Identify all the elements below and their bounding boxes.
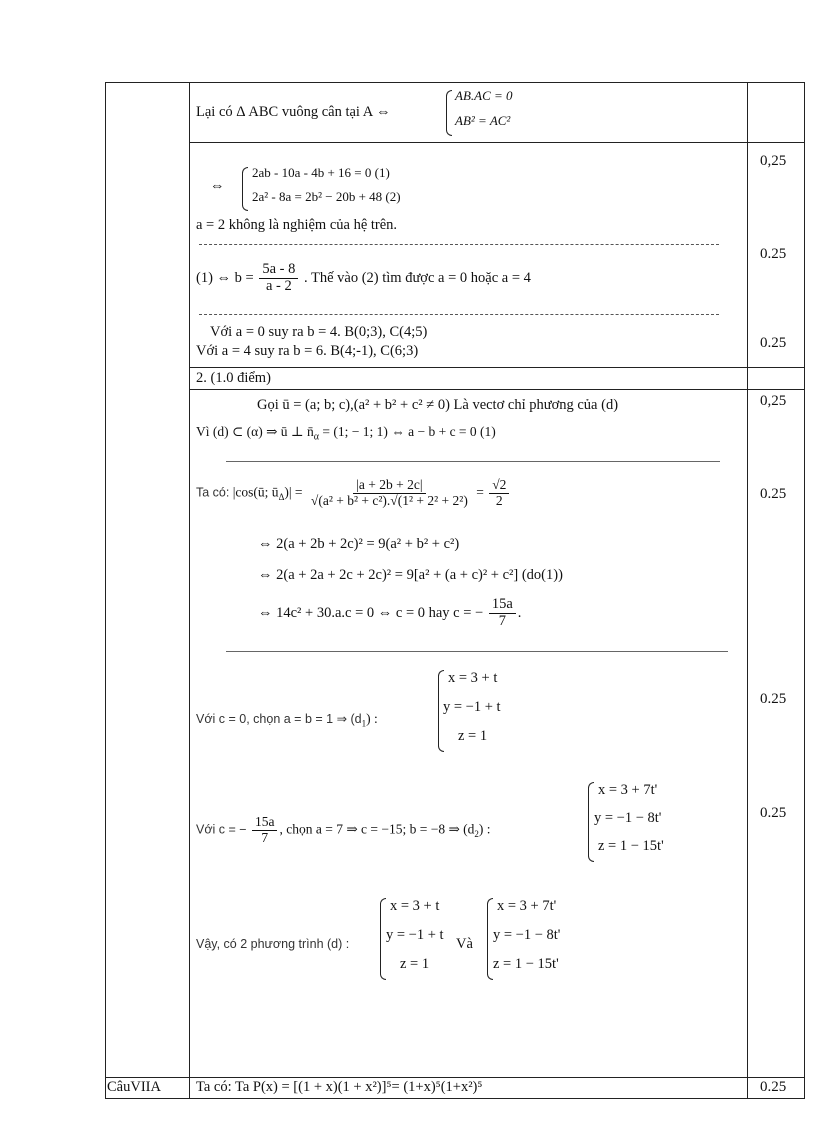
d1-y: y = −1 + t xyxy=(443,699,501,715)
part2-line-1: Gọi ū = (a; b; c),(a² + b² + c² ≠ 0) Là vectơ chỉ phương của (d) xyxy=(257,397,619,413)
line2-prefix: Vì (d) ⊂ (α) ⇒ ū ⊥ n̄ xyxy=(196,424,314,439)
equation-2: ⇔ 2(a + 2b + 2c)² = 9(a² + b² + c²) xyxy=(258,536,460,552)
table-col-divider-1 xyxy=(189,82,190,1099)
score-8: 0.25 xyxy=(760,1079,787,1095)
case-c2-fraction xyxy=(252,815,278,846)
equation-4: ⇔ 14c² + 30.a.c = 0 ⇔ c = 0 hay c = − $\frac{15a}{7}$ . xyxy=(258,596,522,629)
case-c2-prefix: Với c = − xyxy=(196,822,247,837)
case-c2-mid: , chọn a = 7 ⇒ c = −15; b = −8 ⇒ (d xyxy=(279,821,475,837)
score-1: 0,25 xyxy=(760,153,787,169)
row-divider-3 xyxy=(189,389,805,390)
cos-equation: Ta có: |cos(ū; $ū_\Delta)|$ = $\frac{|a + 2b + 2c|}{\text{√(a² + b² + c²).√(1² + 2² + 2²)}}$ = $\frac{√2}{2}$ xyxy=(196,478,511,509)
step1-suffix: . Thế vào (2) tìm được a = 0 hoặc a = 4 xyxy=(303,269,531,286)
d2-y: y = −1 − 8t' xyxy=(594,810,662,826)
conclusion-d2-z: z = 1 − 15t' xyxy=(493,956,559,972)
score-7: 0.25 xyxy=(760,805,787,821)
eq4-fraction xyxy=(489,597,516,630)
cos-fraction xyxy=(308,478,471,509)
separator-line-1 xyxy=(226,461,720,462)
system1-line-1: 2ab - 10a - 4b + 16 = 0 (1) xyxy=(252,165,390,180)
taco-label: Ta có: xyxy=(196,485,230,500)
part2-heading: 2. (1.0 điểm) xyxy=(196,370,271,386)
score-2: 0.25 xyxy=(760,246,787,262)
conclusion-d1-y: y = −1 + t xyxy=(386,927,444,943)
n-subscript: α xyxy=(313,431,319,443)
case-c2-denominator: 7 xyxy=(261,829,269,845)
case-c2-numerator: 15a xyxy=(252,815,278,831)
case2-text: Với a = 4 suy ra b = 6. B(4;-1), C(6;3) xyxy=(196,343,419,359)
table-top-border xyxy=(105,82,805,83)
separator-dash-1 xyxy=(199,244,719,245)
intro-system-brace xyxy=(446,90,452,136)
conclusion-d1-x: x = 3 + t xyxy=(390,898,440,914)
cos-rhs-denominator: 2 xyxy=(495,492,503,508)
row-divider-2 xyxy=(189,367,805,368)
eq4-denominator: 7 xyxy=(498,612,506,629)
cos-rhs-fraction xyxy=(489,478,509,509)
part3-text: Ta có: Ta P(x) = [(1 + x)(1 + x²)]⁵= (1+x)⁵(1+x²)⁵ xyxy=(196,1079,483,1095)
d1-subscript: 1 xyxy=(361,718,367,729)
system1-brace xyxy=(242,167,248,211)
cos-numerator: |a + 2b + 2c| xyxy=(353,478,425,494)
eq4-prefix: ⇔ 14c² + 30.a.c = 0 ⇔ c = 0 hay c = − xyxy=(258,604,484,621)
score-3: 0.25 xyxy=(760,335,787,351)
case-c0-line xyxy=(196,711,378,729)
step1-denominator: a - 2 xyxy=(265,277,292,294)
table-bottom-border xyxy=(105,1098,805,1099)
case-c0-text: Với c = 0, chọn a = b = 1 ⇒ (d xyxy=(196,712,362,726)
table-left-border xyxy=(105,82,106,1099)
table-right-border xyxy=(804,82,805,1099)
cos-denominator: √(a² + b² + c²).√(1² + 2² + 2²) xyxy=(310,492,468,508)
step1-line xyxy=(196,262,531,295)
conclusion-d1-z: z = 1 xyxy=(400,956,430,972)
conclusion-text: Vậy, có 2 phương trình (d) : xyxy=(196,937,350,951)
case1-text: Với a = 0 suy ra b = 4. B(0;3), C(4;5) xyxy=(210,324,428,340)
line2-suffix: = (1; − 1; 1) ⇔ a − b + c = 0 (1) xyxy=(319,424,496,439)
case-c0-tail: ) : xyxy=(366,711,378,726)
row-divider-1 xyxy=(189,142,805,143)
case-c2-tail: ) : xyxy=(478,821,491,837)
intro-system-line-2: AB² = AC² xyxy=(455,113,511,128)
case-c2-line xyxy=(196,815,491,846)
separator-line-2 xyxy=(226,651,728,652)
score-4: 0,25 xyxy=(760,393,787,409)
intro-text: Lại có Δ ABC vuông cân tại A ⇔ xyxy=(196,104,391,120)
d1-z: z = 1 xyxy=(458,728,488,744)
d2-subscript: 2 xyxy=(474,829,479,840)
score-5: 0.25 xyxy=(760,486,787,502)
u-subscript: Δ xyxy=(278,492,285,503)
eq4-numerator: 15a xyxy=(489,597,516,614)
row-divider-4 xyxy=(105,1077,805,1078)
d2-x: x = 3 + 7t' xyxy=(598,782,658,798)
table-col-divider-2 xyxy=(747,82,748,1099)
d1-x: x = 3 + t xyxy=(448,670,498,686)
equation-3: ⇔ 2(a + 2a + 2c + 2c)² = 9[a² + (a + c)² + c²] (do(1)) xyxy=(258,567,563,583)
score-6: 0.25 xyxy=(760,691,787,707)
separator-dash-2 xyxy=(199,314,719,315)
step1-fraction xyxy=(259,262,298,295)
section-label-cau-viia: CâuVIIA xyxy=(107,1079,161,1095)
step1-numerator: 5a - 8 xyxy=(259,262,298,279)
and-label: Và xyxy=(456,936,473,952)
system1-line-2: 2a² - 8a = 2b² − 20b + 48 (2) xyxy=(252,189,401,204)
intro-system-line-1: AB.AC = 0 xyxy=(455,88,513,103)
cos-lhs-close: )| = xyxy=(284,484,303,500)
equiv-symbol-1: ⇔ xyxy=(210,178,225,194)
d2-z: z = 1 − 15t' xyxy=(598,838,664,854)
step1-prefix: (1) ⇔ b = xyxy=(196,269,254,286)
cos-lhs: |cos(ū; ū xyxy=(232,484,279,500)
conclusion-d2-x: x = 3 + 7t' xyxy=(497,898,557,914)
part2-line-2 xyxy=(196,424,496,443)
conclusion-d2-y: y = −1 − 8t' xyxy=(493,927,561,943)
cos-rhs-numerator: √2 xyxy=(489,478,509,494)
not-solution-text: a = 2 không là nghiệm của hệ trên. xyxy=(196,217,398,233)
